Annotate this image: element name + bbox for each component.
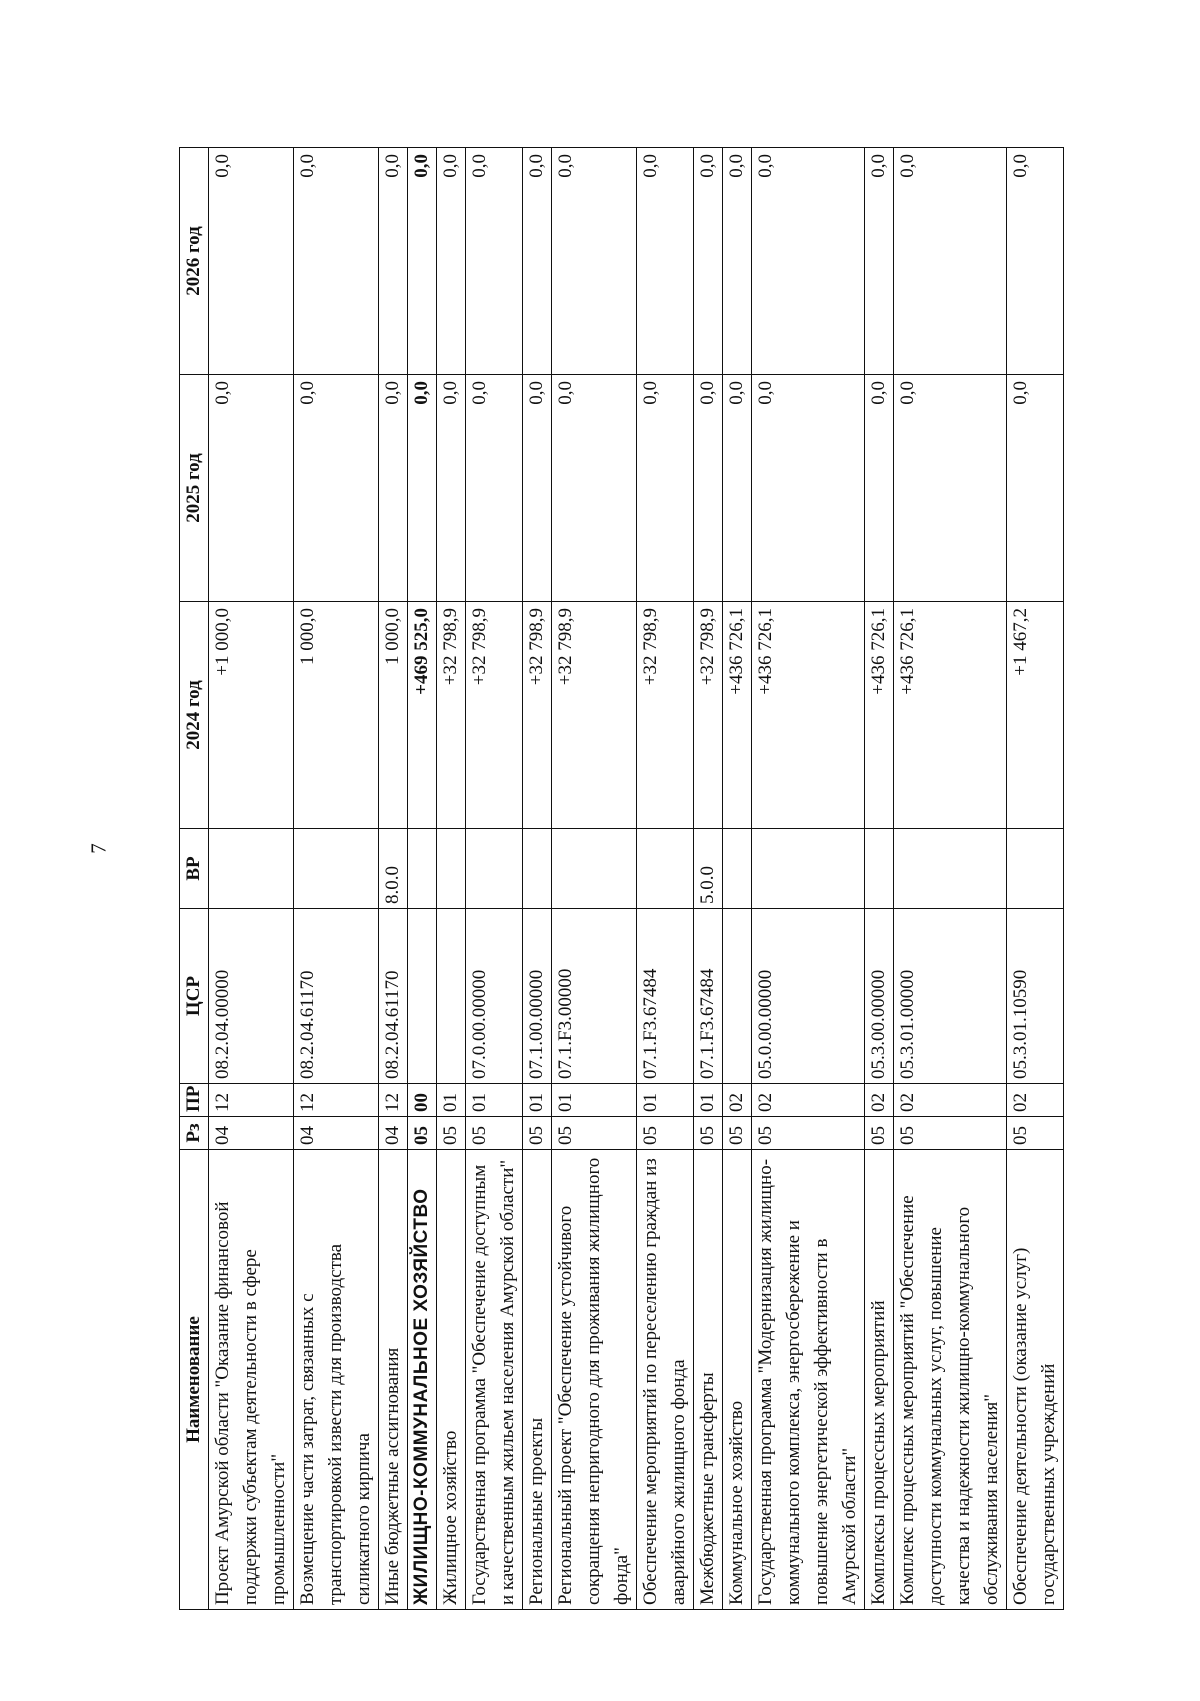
cell-pr: 02 [894,1084,1007,1117]
cell-name: Региональные проекты [523,1150,552,1610]
cell-y2024: +436 726,1 [723,602,752,829]
cell-y2025: 0,0 [523,375,552,602]
table-row [379,148,408,1610]
table-row [694,148,723,1610]
cell-y2024: +32 798,9 [466,602,523,829]
cell-y2024: +32 798,9 [523,602,552,829]
cell-pr: 12 [294,1084,379,1117]
cell-y2026: 0,0 [637,148,694,375]
cell-csr [408,909,437,1084]
cell-y2025: 0,0 [552,375,637,602]
cell-y2024: +32 798,9 [437,602,466,829]
cell-y2024: 1 000,0 [379,602,408,829]
cell-name: Жилищное хозяйство [437,1150,466,1610]
cell-y2026: 0,0 [865,148,894,375]
cell-y2025: 0,0 [752,375,865,602]
table-row [637,148,694,1610]
cell-y2025: 0,0 [694,375,723,602]
cell-vr [209,829,294,909]
cell-y2026: 0,0 [694,148,723,375]
cell-csr: 08.2.04.61170 [294,909,379,1084]
cell-rz: 05 [752,1117,865,1150]
cell-y2024: +436 726,1 [894,602,1007,829]
cell-vr: 5.0.0 [694,829,723,909]
cell-csr: 08.2.04.00000 [209,909,294,1084]
cell-vr [723,829,752,909]
cell-csr: 07.1.00.00000 [523,909,552,1084]
cell-pr: 01 [637,1084,694,1117]
table-row [1007,148,1064,1610]
table-row [209,148,294,1610]
cell-rz: 05 [1007,1117,1064,1150]
cell-name: ЖИЛИЩНО-КОММУНАЛЬНОЕ ХОЗЯЙСТВО [408,1150,437,1610]
cell-pr: 01 [466,1084,523,1117]
cell-y2025: 0,0 [209,375,294,602]
cell-csr: 07.1.F3.67484 [694,909,723,1084]
table-row [523,148,552,1610]
cell-rz: 05 [865,1117,894,1150]
header-vr: ВР [180,829,209,909]
cell-y2026: 0,0 [437,148,466,375]
cell-csr [723,909,752,1084]
cell-pr: 01 [437,1084,466,1117]
cell-name: Иные бюджетные ассигнования [379,1150,408,1610]
header-csr: ЦСР [180,909,209,1084]
table-row [437,148,466,1610]
cell-rz: 05 [523,1117,552,1150]
cell-name: Региональный проект "Обеспечение устойчивого сокращения непригодного для проживания жилищного фонда" [552,1150,637,1610]
table-row [552,148,637,1610]
cell-y2026: 0,0 [294,148,379,375]
cell-pr: 12 [379,1084,408,1117]
cell-vr [637,829,694,909]
cell-pr: 02 [1007,1084,1064,1117]
cell-vr [1007,829,1064,909]
cell-y2026: 0,0 [1007,148,1064,375]
cell-y2026: 0,0 [466,148,523,375]
cell-pr: 12 [209,1084,294,1117]
cell-name: Обеспечение мероприятий по переселению граждан из аварийного жилищного фонда [637,1150,694,1610]
cell-pr: 02 [723,1084,752,1117]
cell-y2025: 0,0 [466,375,523,602]
cell-y2026: 0,0 [408,148,437,375]
cell-rz: 04 [209,1117,294,1150]
cell-y2025: 0,0 [865,375,894,602]
cell-y2026: 0,0 [552,148,637,375]
header-2026: 2026 год [180,148,209,375]
cell-y2026: 0,0 [379,148,408,375]
cell-y2026: 0,0 [523,148,552,375]
cell-rz: 05 [894,1117,1007,1150]
cell-y2025: 0,0 [723,375,752,602]
header-pr: ПР [180,1084,209,1117]
table-row [466,148,523,1610]
table-row [723,148,752,1610]
cell-pr: 00 [408,1084,437,1117]
cell-y2026: 0,0 [752,148,865,375]
cell-y2024: +1 000,0 [209,602,294,829]
cell-rz: 05 [694,1117,723,1150]
cell-csr: 05.3.01.00000 [894,909,1007,1084]
header-2025: 2025 год [180,375,209,602]
table-row [294,148,379,1610]
cell-csr [437,909,466,1084]
cell-y2025: 0,0 [408,375,437,602]
cell-rz: 05 [723,1117,752,1150]
cell-pr: 01 [523,1084,552,1117]
cell-vr [408,829,437,909]
cell-name: Комплексы процессных мероприятий [865,1150,894,1610]
header-rz: Рз [180,1117,209,1150]
cell-y2024: 1 000,0 [294,602,379,829]
cell-y2024: +1 467,2 [1007,602,1064,829]
cell-y2025: 0,0 [1007,375,1064,602]
cell-name: Обеспечение деятельности (оказание услуг) государственных учреждений [1007,1150,1064,1610]
cell-name: Государственная программа "Обеспечение доступным и качественным жильем населения Амурской области" [466,1150,523,1610]
cell-rz: 04 [294,1117,379,1150]
table-body [209,148,1064,1610]
cell-name: Государственная программа "Модернизация жилищно-коммунального комплекса, энергосбережение и повышение энергетической эффективности в Амурской области" [752,1150,865,1610]
cell-y2025: 0,0 [894,375,1007,602]
cell-rz: 05 [637,1117,694,1150]
table-row [865,148,894,1610]
cell-y2026: 0,0 [894,148,1007,375]
cell-pr: 02 [865,1084,894,1117]
cell-vr [294,829,379,909]
cell-y2024: +32 798,9 [637,602,694,829]
cell-name: Возмещение части затрат, связанных с транспортировкой извести для производства силикатного кирпича [294,1150,379,1610]
cell-vr [552,829,637,909]
cell-y2024: +32 798,9 [694,602,723,829]
cell-y2026: 0,0 [723,148,752,375]
budget-table [179,147,1064,1610]
cell-rz: 05 [408,1117,437,1150]
cell-csr: 07.1.F3.00000 [552,909,637,1084]
cell-csr: 07.0.00.00000 [466,909,523,1084]
cell-y2025: 0,0 [379,375,408,602]
cell-csr: 05.3.00.00000 [865,909,894,1084]
cell-vr [894,829,1007,909]
cell-vr: 8.0.0 [379,829,408,909]
page-number: 7 [86,843,111,854]
cell-pr: 01 [694,1084,723,1117]
cell-vr [523,829,552,909]
table-row [408,148,437,1610]
cell-vr [865,829,894,909]
rotated-table-wrapper [179,150,1059,1610]
cell-csr: 05.3.01.10590 [1007,909,1064,1084]
cell-vr [466,829,523,909]
header-2024: 2024 год [180,602,209,829]
table-row [894,148,1007,1610]
cell-pr: 02 [752,1084,865,1117]
table-row [752,148,865,1610]
cell-name: Комплекс процессных мероприятий "Обеспечение доступности коммунальных услуг, повышение качества и надежности жилищно-коммунального обслуживания населения" [894,1150,1007,1610]
cell-rz: 05 [466,1117,523,1150]
cell-rz: 05 [552,1117,637,1150]
cell-csr: 07.1.F3.67484 [637,909,694,1084]
cell-y2024: +469 525,0 [408,602,437,829]
cell-csr: 08.2.04.61170 [379,909,408,1084]
cell-rz: 05 [437,1117,466,1150]
cell-vr [752,829,865,909]
table-header-row [180,148,209,1610]
cell-y2024: +436 726,1 [865,602,894,829]
cell-vr [437,829,466,909]
cell-y2025: 0,0 [437,375,466,602]
cell-csr: 05.0.00.00000 [752,909,865,1084]
header-name: Наименование [180,1150,209,1610]
cell-y2025: 0,0 [637,375,694,602]
cell-y2025: 0,0 [294,375,379,602]
cell-name: Проект Амурской области "Оказание финансовой поддержки субъектам деятельности в сфере промышленности" [209,1150,294,1610]
cell-rz: 04 [379,1117,408,1150]
cell-name: Межбюджетные трансферты [694,1150,723,1610]
cell-y2024: +32 798,9 [552,602,637,829]
cell-y2026: 0,0 [209,148,294,375]
cell-y2024: +436 726,1 [752,602,865,829]
cell-pr: 01 [552,1084,637,1117]
cell-name: Коммунальное хозяйство [723,1150,752,1610]
